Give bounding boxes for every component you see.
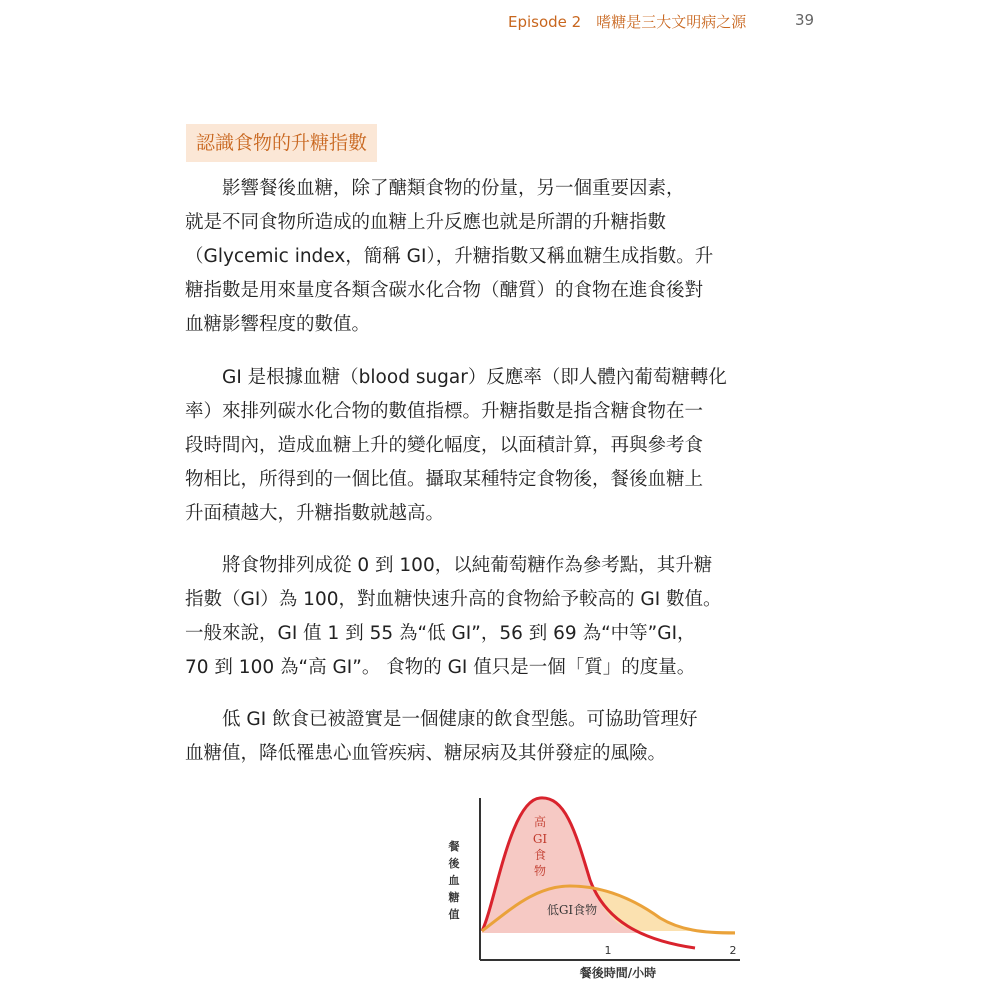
paragraph-line: 就是不同食物所造成的血糖上升反應也就是所謂的升糖指數 [185,212,667,233]
paragraph-line: 指數（GI）為 100，對血糖快速升高的食物給予較高的 GI 數值。 [185,589,722,610]
episode-title: Episode 2 嗜糖是三大文明病之源 [508,13,747,31]
paragraph-4 [185,703,743,771]
x-tick-label: 1 [604,944,612,957]
paragraph-line: 一般來說，GI 值 1 到 55 為“低 GI”，56 到 69 為“中等”GI， [185,623,696,644]
low-gi-label: 低GI食物 [546,903,598,917]
y-axis-label: 餐 [448,840,460,853]
paragraph-line: （Glycemic index，簡稱 GI），升糖指數又稱血糖生成指數。升 [185,246,714,267]
y-axis-label: 值 [448,908,460,921]
paragraph-3 [185,549,743,685]
paragraph-1 [185,172,743,342]
paragraph-line: 糖指數是用來量度各類含碳水化合物（醣質）的食物在進食後對 [185,280,704,301]
x-tick-label: 2 [729,944,737,957]
paragraph-line: 影響餐後血糖，除了醣類食物的份量，另一個重要因素， [185,178,685,199]
paragraph-line: 段時間內，造成血糖上升的變化幅度，以面積計算，再與參考食 [185,435,704,456]
y-axis-label: 後 [448,857,460,870]
high-gi-label: 物 [533,864,547,878]
paragraph-2 [185,361,743,531]
glycemic-curve-svg [440,790,750,990]
paragraph-line: 70 到 100 為“高 GI”。 食物的 GI 值只是一個「質」的度量。 [185,657,696,678]
paragraph-line: 物相比，所得到的一個比值。攝取某種特定食物後，餐後血糖上 [185,469,704,490]
paragraph-line: 升面積越大，升糖指數就越高。 [185,503,445,524]
y-axis-label: 糖 [448,891,460,904]
paragraph-line: GI 是根據血糖（blood sugar）反應率（即人體內葡萄糖轉化 [185,367,727,388]
paragraph-line: 血糖影響程度的數值。 [185,314,371,335]
section-title: 認識食物的升糖指數 [186,124,377,162]
page-number: 39 [795,11,815,29]
page-header [0,11,1000,35]
y-axis-label: 血 [448,874,460,887]
paragraph-line: 將食物排列成從 0 到 100，以純葡萄糖作為參考點，其升糖 [185,555,713,576]
paragraph-line: 低 GI 飲食已被證實是一個健康的飲食型態。可協助管理好 [185,709,698,730]
high-gi-label: 食 [533,848,547,862]
glycemic-response-figure [440,790,750,990]
paragraph-line: 率）來排列碳水化合物的數值指標。升糖指數是指含糖食物在一 [185,401,704,422]
high-gi-label: GI [532,832,548,846]
x-axis-label: 餐後時間/小時 [579,966,657,980]
high-gi-label: 高 [533,815,547,829]
paragraph-line: 血糖值，降低罹患心血管疾病、糖尿病及其併發症的風險。 [185,743,667,764]
